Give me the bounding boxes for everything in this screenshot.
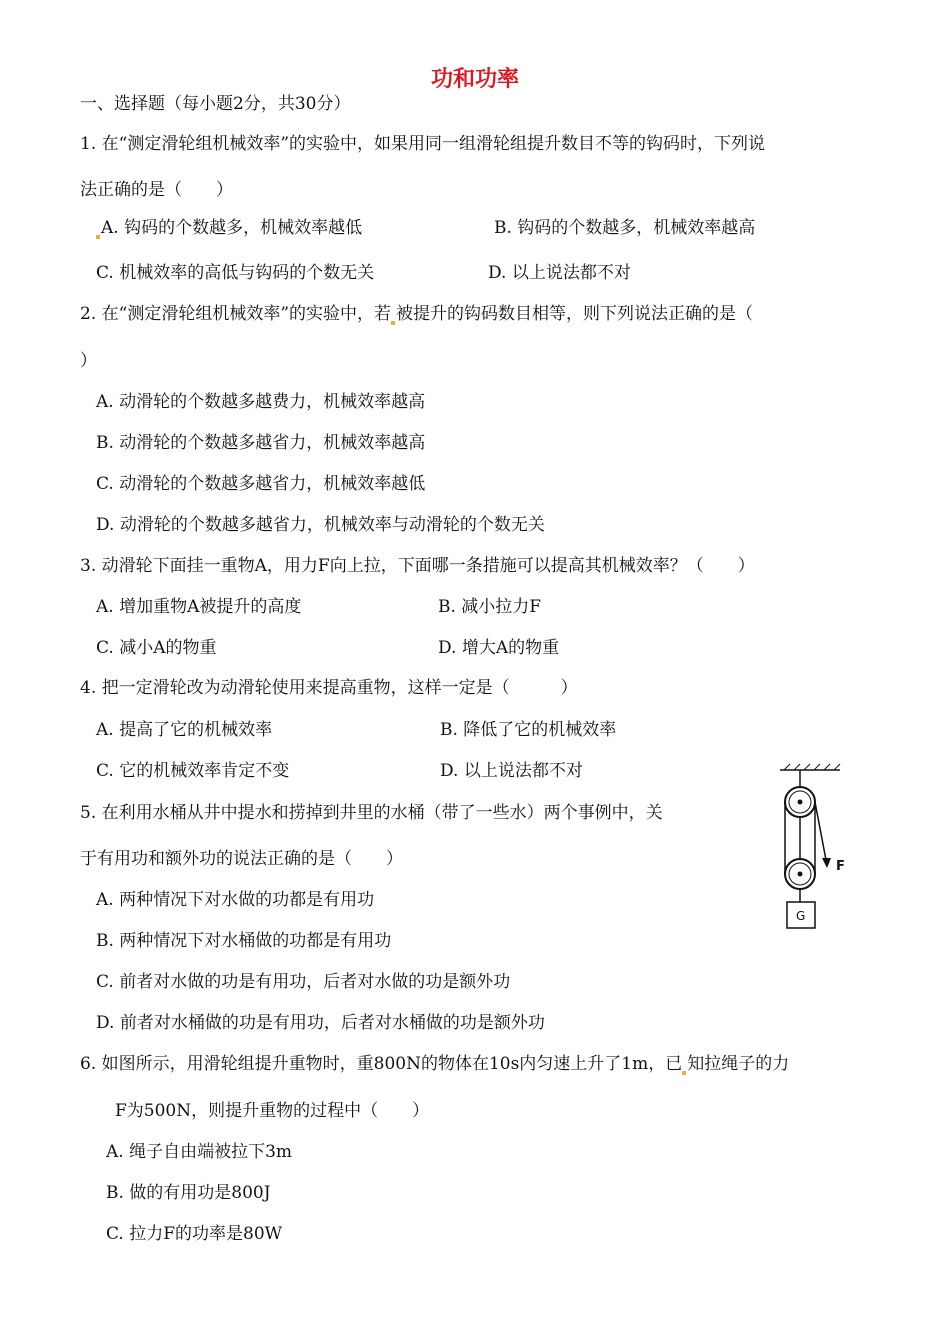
edit-mark-icon: [682, 1071, 686, 1075]
question-5-stem-cont: 于有用功和额外功的说法正确的是（ ）: [80, 849, 403, 869]
movable-pulley-icon: [785, 859, 815, 889]
question-3-stem: 3. 动滑轮下面挂一重物A，用力F向上拉，下面哪一条措施可以提高其机械效率？（ ）: [80, 556, 755, 576]
ceiling-hatch: [784, 764, 840, 770]
question-6-stem-cont: F为500N，则提升重物的过程中（ ）: [115, 1101, 430, 1121]
question-3-option-c: C. 减小A的物重: [96, 638, 217, 658]
force-arrow-icon: [822, 858, 831, 868]
question-1-option-c: C. 机械效率的高低与钩码的个数无关: [96, 263, 375, 283]
pulley-system-figure: [774, 762, 854, 932]
stem-part: 被提升的钩码数目相等，则下列说法正确的是（: [396, 304, 754, 324]
question-6-option-b: B. 做的有用功是800J: [106, 1183, 271, 1203]
question-5-stem: 5. 在利用水桶从井中提水和捞掉到井里的水桶（带了一些水）两个事例中，关: [80, 803, 663, 823]
question-1-option-a: [96, 217, 362, 239]
page-title: 功和功率: [430, 67, 519, 92]
question-5-option-a: A. 两种情况下对水做的功都是有用功: [96, 890, 375, 910]
question-6-option-c: C. 拉力F的功率是80W: [106, 1224, 283, 1244]
question-5-option-d: D. 前者对水桶做的功是有用功，后者对水桶做的功是额外功: [96, 1013, 545, 1033]
question-1-stem: 1. 在“测定滑轮组机械效率”的实验中，如果用同一组滑轮组提升数目不等的钩码时，下列说: [80, 134, 766, 154]
edit-mark-icon: [391, 321, 395, 325]
fixed-pulley-icon: [785, 787, 815, 817]
question-4-option-b: B. 降低了它的机械效率: [440, 720, 617, 740]
force-label: F: [836, 859, 845, 874]
question-5-option-b: B. 两种情况下对水桶做的功都是有用功: [96, 931, 392, 951]
stem-part: 知拉绳子的力: [687, 1054, 790, 1074]
question-1-option-d: D. 以上说法都不对: [488, 263, 631, 283]
stem-part: 6. 如图所示，用滑轮组提升重物时，重800N的物体在10s内匀速上升了1m，已: [80, 1054, 683, 1074]
edit-mark-icon: [96, 235, 100, 239]
question-4-option-d: D. 以上说法都不对: [440, 761, 583, 781]
question-4-option-c: C. 它的机械效率肯定不变: [96, 761, 290, 781]
question-2-option-b: B. 动滑轮的个数越多越省力，机械效率越高: [96, 433, 426, 453]
weight-label: G: [796, 909, 806, 923]
question-1-stem-cont: 法正确的是（ ）: [80, 180, 233, 200]
question-3-option-a: A. 增加重物A被提升的高度: [96, 597, 302, 617]
stem-part: 2. 在“测定滑轮组机械效率”的实验中，若: [80, 304, 392, 324]
question-3-option-d: D. 增大A的物重: [438, 638, 560, 658]
section-heading: 一、选择题（每小题2分，共30分）: [80, 94, 351, 114]
question-6-option-a: A. 绳子自由端被拉下3m: [106, 1142, 293, 1162]
question-2-option-a: A. 动滑轮的个数越多越费力，机械效率越高: [96, 392, 426, 412]
question-2-stem: [80, 303, 753, 325]
question-2-stem-cont: ）: [80, 351, 97, 371]
question-3-option-b: B. 减小拉力F: [438, 597, 542, 617]
question-1-option-b: B. 钩码的个数越多，机械效率越高: [494, 218, 756, 238]
rope-lines: [785, 802, 826, 874]
question-4-option-a: A. 提高了它的机械效率: [96, 720, 273, 740]
question-2-option-d: D. 动滑轮的个数越多越省力，机械效率与动滑轮的个数无关: [96, 515, 545, 535]
question-4-stem: 4. 把一定滑轮改为动滑轮使用来提高重物，这样一定是（ ）: [80, 678, 578, 698]
question-6-stem: [80, 1053, 789, 1075]
option-text: A. 钩码的个数越多，机械效率越低: [101, 218, 363, 238]
question-2-option-c: C. 动滑轮的个数越多越省力，机械效率越低: [96, 474, 426, 494]
question-5-option-c: C. 前者对水做的功是有用功，后者对水做的功是额外功: [96, 972, 511, 992]
